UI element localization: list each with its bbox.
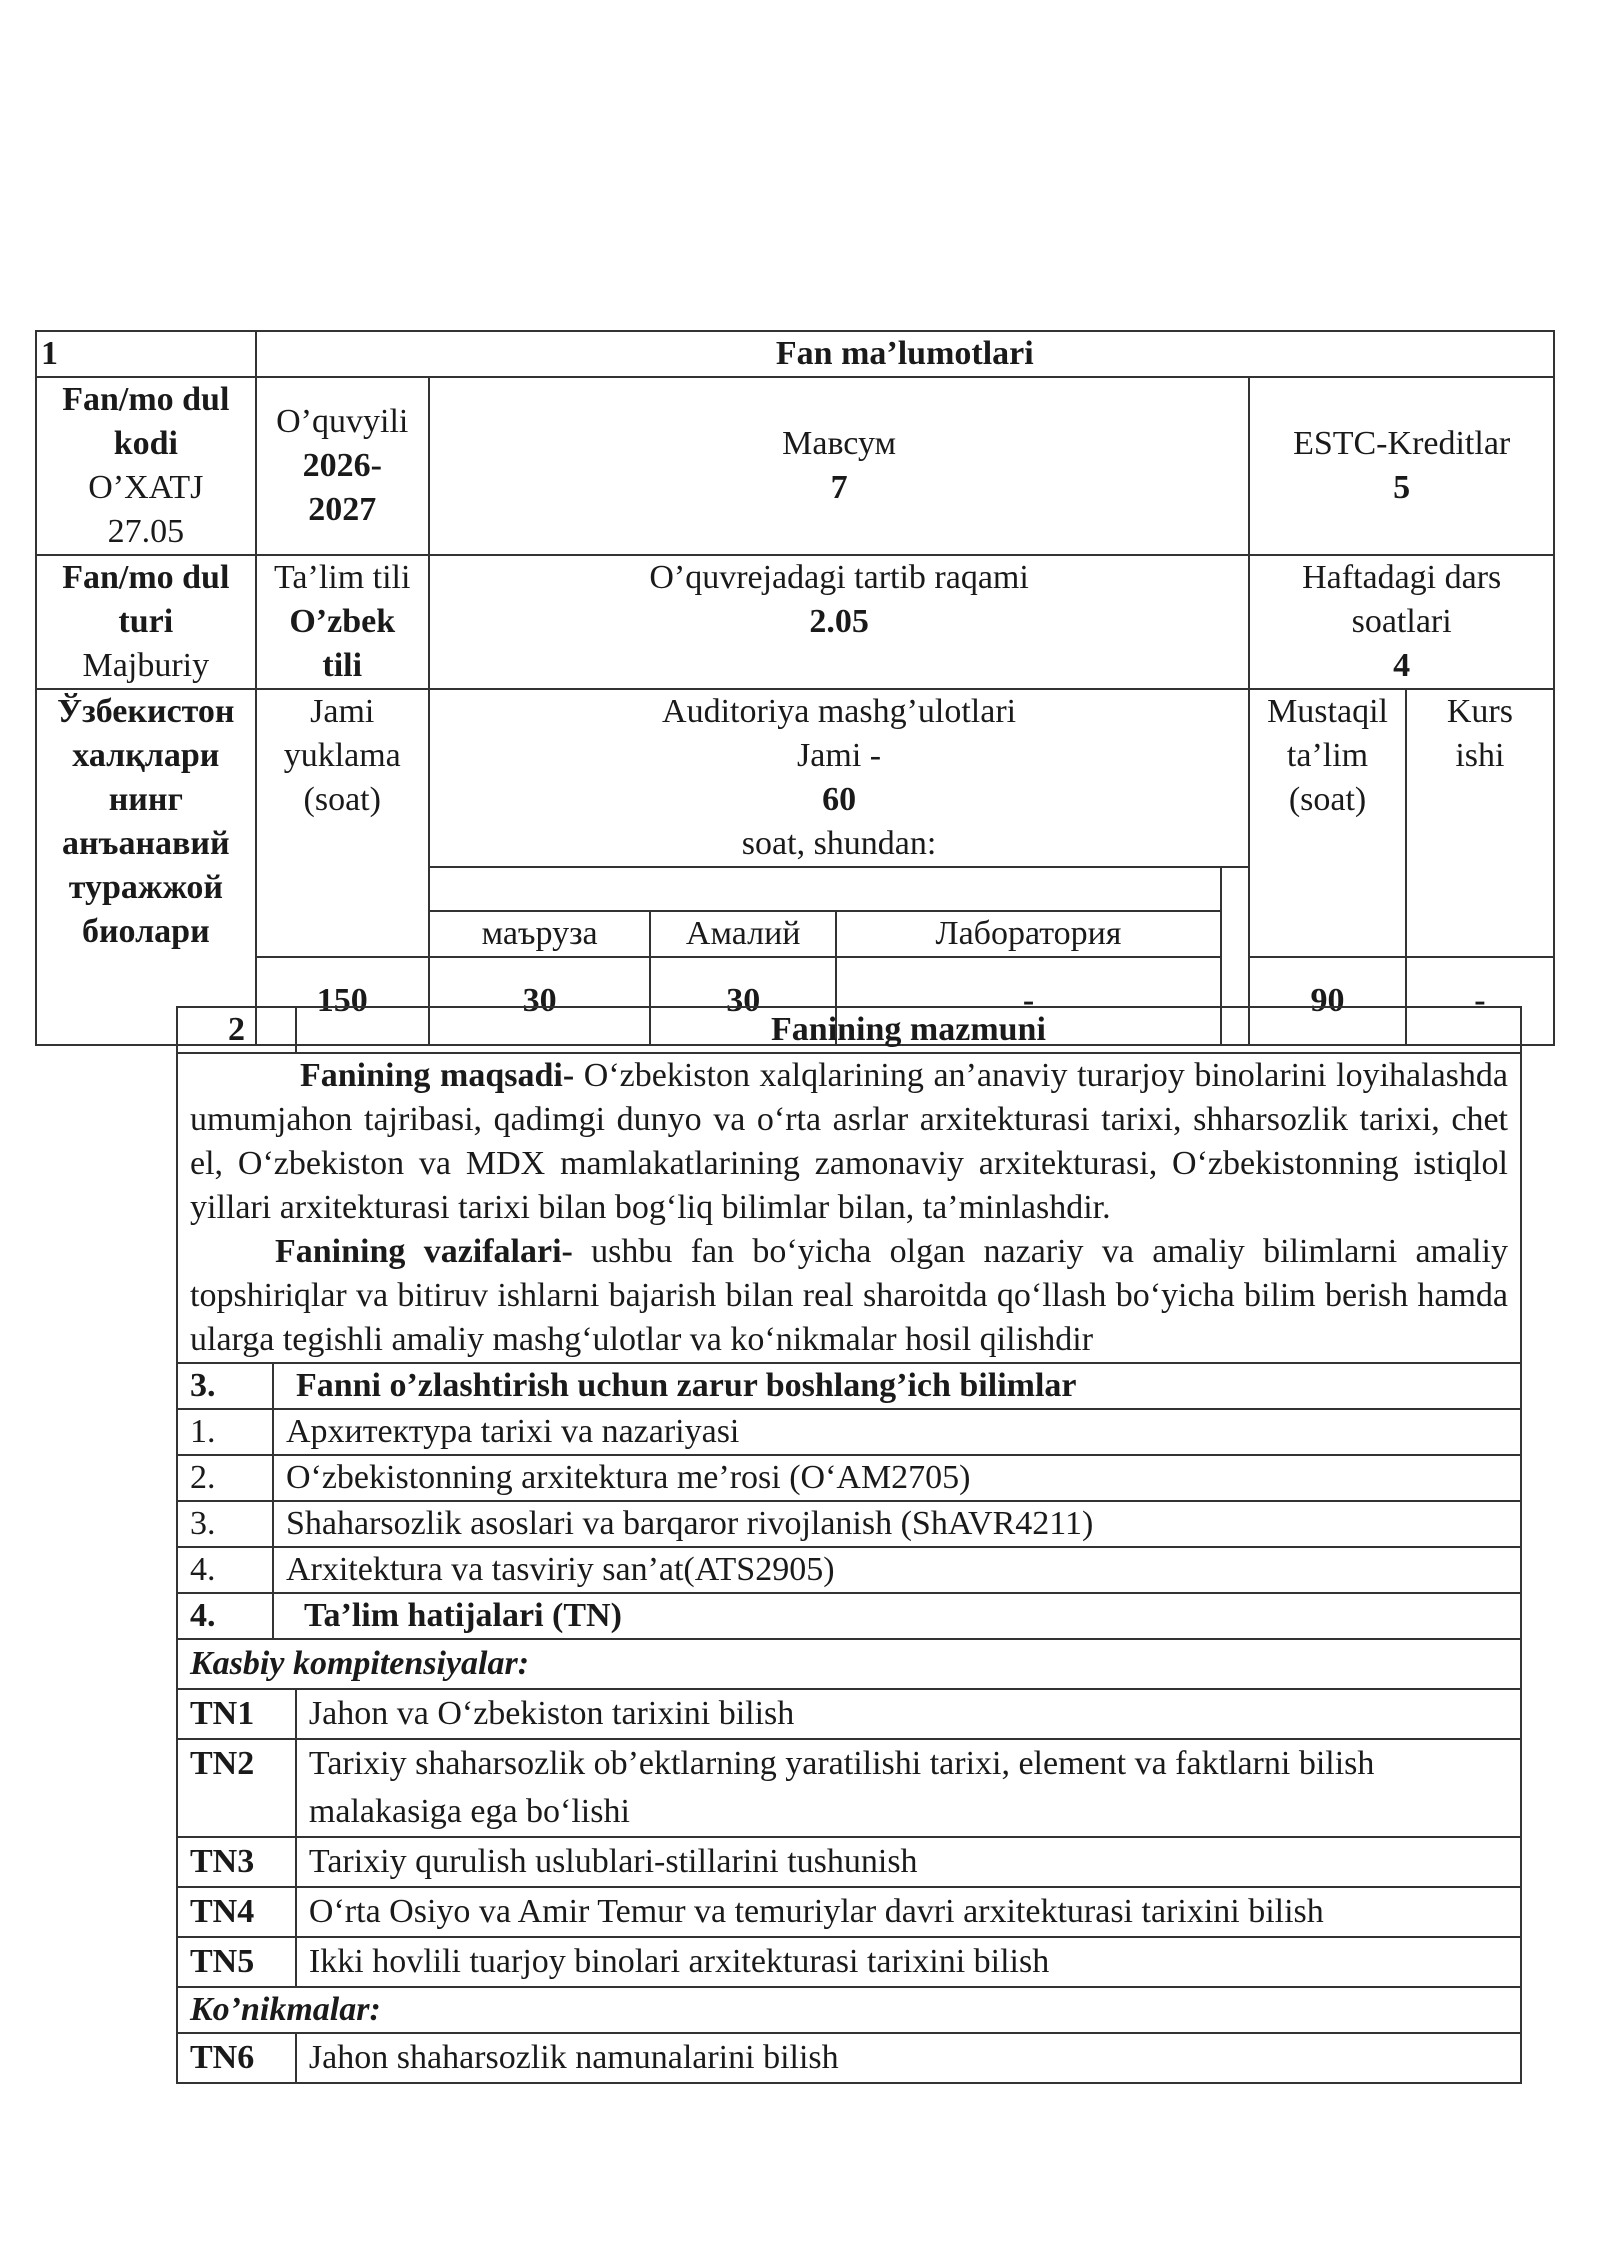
independent-value: 90 bbox=[1249, 957, 1405, 1045]
section-title: Fanni o’zlashtirish uchun zarur boshlang’ich bilimlar bbox=[273, 1363, 1521, 1409]
total-load-value: 150 bbox=[256, 957, 429, 1045]
season-cell: Мавсум 7 bbox=[429, 377, 1249, 555]
curriculum-order-cell: O’quvrejadagi tartib raqami 2.05 bbox=[429, 555, 1249, 689]
outcome-text: Tarixiy qurulish uslublari-stillarini tushunish bbox=[296, 1837, 1521, 1887]
section-number: 3. bbox=[177, 1363, 273, 1409]
list-item-number: 2. bbox=[177, 1455, 273, 1501]
outcome-text: Ikki hovlili tuarjoy binolari arxitekturasi tarixini bilish bbox=[296, 1937, 1521, 1987]
lecture-value: 30 bbox=[429, 957, 651, 1045]
section-title: Fan ma’lumotlari bbox=[256, 331, 1554, 377]
list-item-number: 3. bbox=[177, 1501, 273, 1547]
academic-year-cell: O’quvyili 2026- 2027 bbox=[256, 377, 429, 555]
outcome-code: TN5 bbox=[177, 1937, 296, 1987]
section-number: 1 bbox=[36, 331, 256, 377]
content-description bbox=[177, 1053, 1521, 1363]
outcome-code: TN2 bbox=[177, 1739, 296, 1837]
tasks-paragraph: Fanining vazifalari- ushbu fan bo‘yicha olgan nazariy va amaliy bilimlarni amaliy topshiriqlar va bitiruv ishlarni bajarish bilan real sharoitda qo‘llash bo‘yicha bilim berish hamda ularga tegishli amaliy mashg‘ulotlar va ko‘nikmalar hosil qilishdir bbox=[190, 1233, 1508, 1358]
section-number: 4. bbox=[177, 1593, 273, 1639]
practical-value: 30 bbox=[650, 957, 836, 1045]
list-item: O‘zbekistonning arxitektura me’rosi (O‘AM2705) bbox=[273, 1455, 1521, 1501]
outcome-code: TN1 bbox=[177, 1689, 296, 1739]
section-title: Fanining mazmuni bbox=[296, 1007, 1521, 1053]
course-work-header: Kurs ishi bbox=[1406, 689, 1554, 957]
section-title: Ta’lim hatijalari (TN) bbox=[273, 1593, 1521, 1639]
language-cell: Ta’lim tili O’zbek tili bbox=[256, 555, 429, 689]
outcome-code: TN6 bbox=[177, 2033, 296, 2083]
auditorium-header: Auditoriya mashg’ulotlari Jami - 60 soat, shundan: bbox=[429, 689, 1249, 867]
practical-header: Амалий bbox=[650, 911, 836, 957]
module-type-cell: Fan/mo dul turi Majburiy bbox=[36, 555, 256, 689]
outcome-code: TN4 bbox=[177, 1887, 296, 1937]
total-load-header: Jami yuklama (soat) bbox=[256, 689, 429, 957]
lab-value: - bbox=[836, 957, 1221, 1045]
outcome-text: Jahon va O‘zbekiston tarixini bilish bbox=[296, 1689, 1521, 1739]
section-number: 2 bbox=[177, 1007, 296, 1053]
skills-group-label: Ko’nikmalar: bbox=[177, 1987, 1521, 2033]
course-work-value: - bbox=[1406, 957, 1554, 1045]
goal-paragraph: Fanining maqsadi- O‘zbekiston xalqlarining an’anaviy turarjoy binolarini loyihalashda umumjahon tajribasi, qadimgi dunyo va o‘rta asrlar arxitekturasi tarixi, shharsozlik tarixi, chet el, O‘zbekiston va MDX mamlakatlarining zamonaviy arxitekturasi, O‘zbekistonning istiqlol yillari arxitekturasi tarixi bilan bog‘liq bilimlar bilan, ta’minlashdir. bbox=[190, 1057, 1509, 1226]
subject-name-cell: Ўзбекистон халқлари нинг анъанавий туражжой биолари bbox=[36, 689, 256, 1045]
lecture-header: маъруза bbox=[429, 911, 651, 957]
course-content-table bbox=[176, 1006, 1522, 2084]
course-info-table bbox=[35, 330, 1555, 1046]
empty-cell bbox=[429, 867, 1221, 911]
weekly-hours-cell: Haftadagi dars soatlari 4 bbox=[1249, 555, 1554, 689]
list-item-number: 4. bbox=[177, 1547, 273, 1593]
independent-study-header: Mustaqil ta’lim (soat) bbox=[1249, 689, 1405, 957]
outcome-text: Tarixiy shaharsozlik ob’ektlarning yaratilishi tarixi, element va faktlarni bilish malakasiga ega bo‘lishi bbox=[296, 1739, 1521, 1837]
list-item: Архитектура tarixi va nazariyasi bbox=[273, 1409, 1521, 1455]
module-code-cell: Fan/mo dul kodi O’XATJ 27.05 bbox=[36, 377, 256, 555]
credits-cell: ESTC-Kreditlar 5 bbox=[1249, 377, 1554, 555]
outcome-text: O‘rta Osiyo va Amir Temur va temuriylar davri arxitekturasi tarixini bilish bbox=[296, 1887, 1521, 1937]
list-item-number: 1. bbox=[177, 1409, 273, 1455]
list-item: Arxitektura va tasviriy san’at(ATS2905) bbox=[273, 1547, 1521, 1593]
list-item: Shaharsozlik asoslari va barqaror rivojlanish (ShAVR4211) bbox=[273, 1501, 1521, 1547]
outcome-text: Jahon shaharsozlik namunalarini bilish bbox=[296, 2033, 1521, 2083]
outcome-code: TN3 bbox=[177, 1837, 296, 1887]
competency-group-label: Kasbiy kompitensiyalar: bbox=[177, 1639, 1521, 1689]
lab-header: Лаборатория bbox=[836, 911, 1221, 957]
